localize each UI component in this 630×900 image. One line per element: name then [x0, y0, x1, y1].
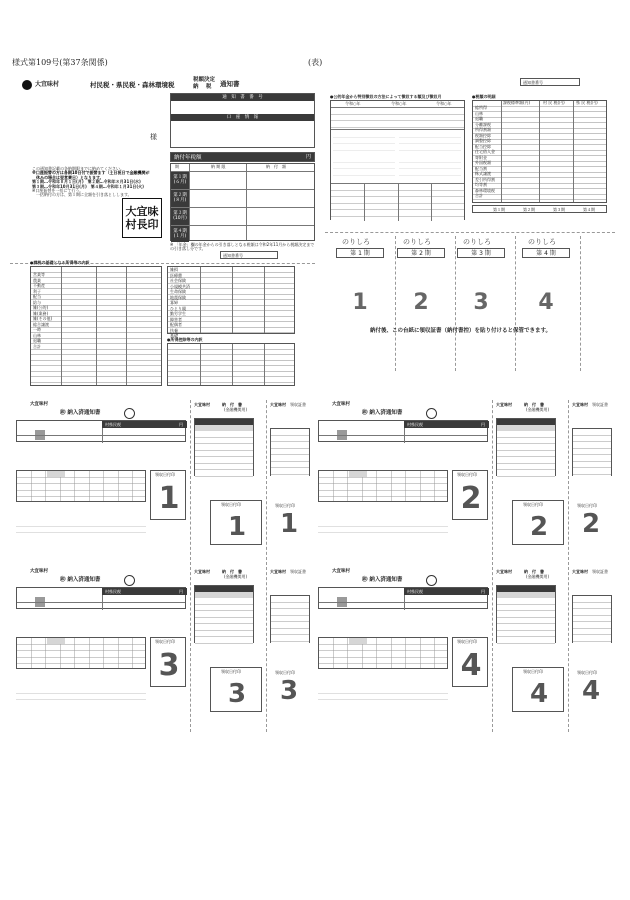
- pension-text-3: [333, 156, 395, 178]
- row-label: ひとり親: [170, 305, 186, 311]
- receipt-table: [496, 585, 556, 643]
- row-label: 総所得: [475, 105, 487, 110]
- row-label: 生命保険: [170, 289, 186, 294]
- row-label: 一時: [33, 327, 41, 332]
- row-label: 差引所得割: [475, 176, 495, 182]
- stub-number-2: 2: [413, 290, 429, 315]
- row-label: 雑(その他): [33, 316, 53, 321]
- slip-amount-grid: [318, 470, 448, 502]
- calc-bottom: 第１期 第２期 第３期 第４期: [472, 205, 607, 213]
- norishiro-label: のりしろ: [403, 238, 431, 246]
- notice-footnote: ※ 「年金」欄の年金からの引き落しとなる税額は令和2年11月から税額決定までの引き落し分です。: [170, 242, 315, 252]
- slip-header: 村県民税 円: [318, 587, 488, 609]
- row-label: 給与: [33, 299, 41, 305]
- pension-text-1: [333, 131, 395, 153]
- receipt-stamp-box: 領収日付印 2: [512, 500, 564, 545]
- panel-tsuchi-box: 通知書番号: [520, 78, 580, 86]
- calc-table: 課税標準額(円) 村 民 税(円) 県 民 税(円) 総所得 山林 退職 分離課税 所得割額 税額控除 調整控除 配当控除 住宅借入金 寄附金 外国税額 配当割 株式譲渡 差引所得割 均等割 森林環境税 合計: [472, 100, 607, 203]
- row-label: 障害者: [170, 316, 182, 322]
- slip-amount-grid: [318, 637, 448, 669]
- receipt-stamp-box: 領収日付印 4: [512, 667, 564, 712]
- stub-period-3: 第 3 期: [457, 248, 505, 258]
- sama-label: 様: [150, 133, 157, 141]
- row-label: 農業: [33, 277, 41, 283]
- receipt-table: [194, 418, 254, 476]
- koujo-labels: [170, 268, 190, 340]
- slip-title: ㊞ 納入済通知書: [362, 577, 403, 583]
- row-label: 基礎: [170, 333, 178, 338]
- calc-title: ●税額の明細: [472, 94, 496, 99]
- notice-title-suffix: 通知書: [220, 80, 240, 88]
- notice-title-bottom: 納 税: [193, 84, 212, 90]
- slip-stamp-box: 領収日付印 4: [452, 637, 488, 687]
- norishiro-label: のりしろ: [463, 238, 491, 246]
- row-label: 寄附金: [475, 154, 487, 160]
- post-mark-icon: [124, 408, 135, 419]
- post-mark-icon: [426, 575, 437, 586]
- nenzei-label: 納付年税額: [174, 155, 202, 161]
- slip-village: 大宜味村: [332, 569, 350, 574]
- row-label: 扶養: [170, 327, 178, 333]
- stub-period-2: 第 2 期: [397, 248, 445, 258]
- row-label: 合計: [33, 343, 41, 349]
- post-mark-icon: [426, 408, 437, 419]
- payment-slip-2: 大宜味村 ㊞ 納入済通知書 村県民税 円 領収日付印 2 大宜味村 納 付 書 (金融機関用) 領収日付印 2 大宜味村 領収証書 領収日付印 2: [314, 400, 616, 565]
- row-label: 退職: [33, 338, 41, 343]
- payment-slip-3: 大宜味村 ㊞ 納入済通知書 村県民税 円 領収日付印 3 大宜味村 納 付 書 (金融機関用) 領収日付印 3 大宜味村 領収証書 領収日付印 3: [12, 567, 314, 732]
- norishiro-label: のりしろ: [528, 238, 556, 246]
- row-label: 不動産: [33, 283, 45, 288]
- nenzei-yen: 円: [305, 154, 311, 160]
- row-label: 山林: [475, 110, 483, 116]
- ki-header-3: 納 付 額: [266, 164, 286, 169]
- row-label: 配当割: [475, 165, 487, 171]
- row-label: 調整控除: [475, 138, 491, 143]
- row-label: 営業等: [33, 272, 45, 277]
- row-label: 税額控除: [475, 132, 491, 138]
- slip-amount-grid: [16, 470, 146, 502]
- slip-title: ㊞ 納入済通知書: [60, 410, 101, 416]
- row-label: 小規模共済: [170, 283, 190, 289]
- row-label: 合計: [475, 193, 483, 198]
- info-box: [170, 93, 315, 148]
- row-label: 退職: [475, 116, 483, 121]
- slip-amount-grid: [16, 637, 146, 669]
- stub-number-3: 3: [473, 290, 489, 315]
- slip-stamp-box: 領収日付印 3: [150, 637, 186, 687]
- row-label: 均等割: [475, 182, 487, 187]
- koujo-table: [167, 266, 295, 338]
- row-label: 雑損: [170, 267, 178, 272]
- slip-village: 大宜味村: [30, 402, 48, 407]
- intro-text: この通知書記載の各納期限までに納めてください。 ※口座振替の方は各期10日付で振替ます（土日祝日で金融機関が 休みの場合は翌営業日）となります。 第１期…令和年８月１日(月) 第２期…令和年８月31日(水) 第３期…令和年10月31日(月) 第４期…令和年１月31日(火) ※口座振替を一括にて行う。 一括納付の方は、第１期に全額を引き落としします。: [32, 166, 150, 198]
- side-label: (表): [308, 58, 323, 67]
- period-2: 第２期 (８月): [171, 190, 189, 207]
- row-label: 外国税額: [475, 160, 491, 165]
- period-1: 第１期 (６月): [171, 172, 189, 189]
- row-label: 森林環境税: [475, 187, 495, 193]
- pension-table: 令和○年 令和○年 令和○年: [330, 100, 465, 220]
- row-label: 勤労学生: [170, 311, 186, 316]
- form-number: 様式第109号(第37条関係): [12, 58, 108, 67]
- payment-slip-4: 大宜味村 ㊞ 納入済通知書 村県民税 円 領収日付印 4 大宜味村 納 付 書 (金融機関用) 領収日付印 4 大宜味村 領収証書 領収日付印 4: [314, 567, 616, 732]
- stub-period-1: 第 1 期: [336, 248, 384, 258]
- receipt-stamp-box: 領収日付印 1: [210, 500, 262, 545]
- row-label: 分離課税: [475, 121, 491, 127]
- receipt-table: [194, 585, 254, 643]
- slip-title: ㊞ 納入済通知書: [60, 577, 101, 583]
- slip-note: [318, 520, 448, 534]
- receipt-stamp-box: 領収日付印 3: [210, 667, 262, 712]
- stub-period-4: 第 4 期: [522, 248, 570, 258]
- row-label: 所得割額: [475, 127, 491, 132]
- receipt-table: [496, 418, 556, 476]
- stub-number-1: 1: [352, 290, 368, 315]
- post-mark-icon: [124, 575, 135, 586]
- village-logo-icon: [22, 80, 32, 90]
- period-3: 第３期 (10月): [171, 208, 189, 225]
- slip-header: 村県民税 円: [318, 420, 488, 442]
- village-name: 大宜味村: [35, 81, 60, 88]
- row-label: 寡婦: [170, 300, 178, 305]
- tsuchi-no-box: 通知書番号: [220, 251, 278, 259]
- row-label: 住宅借入金: [475, 149, 495, 154]
- slip-stamp-box: 領収日付印 2: [452, 470, 488, 520]
- kazei-labels: [33, 273, 52, 350]
- row-label: 山林: [33, 332, 41, 338]
- slip-village: 大宜味村: [30, 569, 48, 574]
- kazei-title: ●課税の基礎となる所得等の内訳: [30, 260, 90, 265]
- norishiro-label: のりしろ: [342, 238, 370, 246]
- ryoshu-table: [270, 595, 310, 643]
- shotoku-title: ●所得控除等の内訳: [167, 337, 203, 342]
- nenzei-bar: [170, 152, 315, 162]
- row-label: 株式譲渡: [475, 171, 491, 176]
- slip-note: [318, 687, 448, 701]
- row-label: 社会保険: [170, 278, 186, 283]
- slip-note: [16, 520, 146, 534]
- row-label: 雑(業務): [33, 310, 49, 316]
- payment-slip-1: 大宜味村 ㊞ 納入済通知書 村県民税 円 領収日付印 1 大宜味村 納 付 書 (金融機関用) 領収日付印 1 大宜味村 領収証書 領収日付印 1: [12, 400, 314, 565]
- row-label: 利子: [33, 288, 41, 294]
- slip-stamp-box: 領収日付印 1: [150, 470, 186, 520]
- row-label: 地震保険: [170, 294, 186, 300]
- period-table: [170, 163, 315, 241]
- period-4: 第４期 (１月): [171, 226, 189, 242]
- row-label: 配当控除: [475, 143, 491, 149]
- pension-text-2: [399, 131, 461, 153]
- pension-text-4: [399, 156, 461, 178]
- row-label: 雑(公的): [33, 305, 49, 310]
- ki-header-2: 納 期 限: [211, 164, 226, 169]
- row-label: 配偶者: [170, 322, 182, 327]
- row-label: 配当: [33, 294, 41, 299]
- slip-title: ㊞ 納入済通知書: [362, 410, 403, 416]
- stub-instruction: 納付後、この台紙に領収証書（納付書控）を貼り付けると保管できます。: [370, 328, 552, 334]
- row-label: 総合譲渡: [33, 321, 49, 327]
- ryoshu-table: [572, 428, 612, 476]
- calc-labels: [475, 106, 495, 200]
- ki-header-1: 期: [175, 164, 179, 169]
- slip-header: 村県民税 円: [16, 587, 186, 609]
- ryoshu-table: [572, 595, 612, 643]
- notice-taxes: 村民税・県民税・森林環境税: [90, 81, 175, 89]
- slip-village: 大宜味村: [332, 402, 350, 407]
- ryoshu-table: [270, 428, 310, 476]
- row-label: 医療費: [170, 272, 182, 278]
- slip-header: 村県民税 円: [16, 420, 186, 442]
- koza-header: 口 座 情 報: [171, 114, 314, 121]
- pension-title: ●公的年金から特別徴収の方法によって徴収する額及び徴収月: [330, 94, 442, 99]
- stub-number-4: 4: [538, 290, 554, 315]
- shotoku-table: [167, 343, 295, 386]
- notice-title-top: 税額決定: [193, 77, 216, 83]
- kazei-table: [30, 266, 162, 386]
- village-seal: 大宜味 村長印: [122, 198, 162, 238]
- tsuchi-header: 通 知 書 番 号: [171, 94, 314, 101]
- slip-note: [16, 687, 146, 701]
